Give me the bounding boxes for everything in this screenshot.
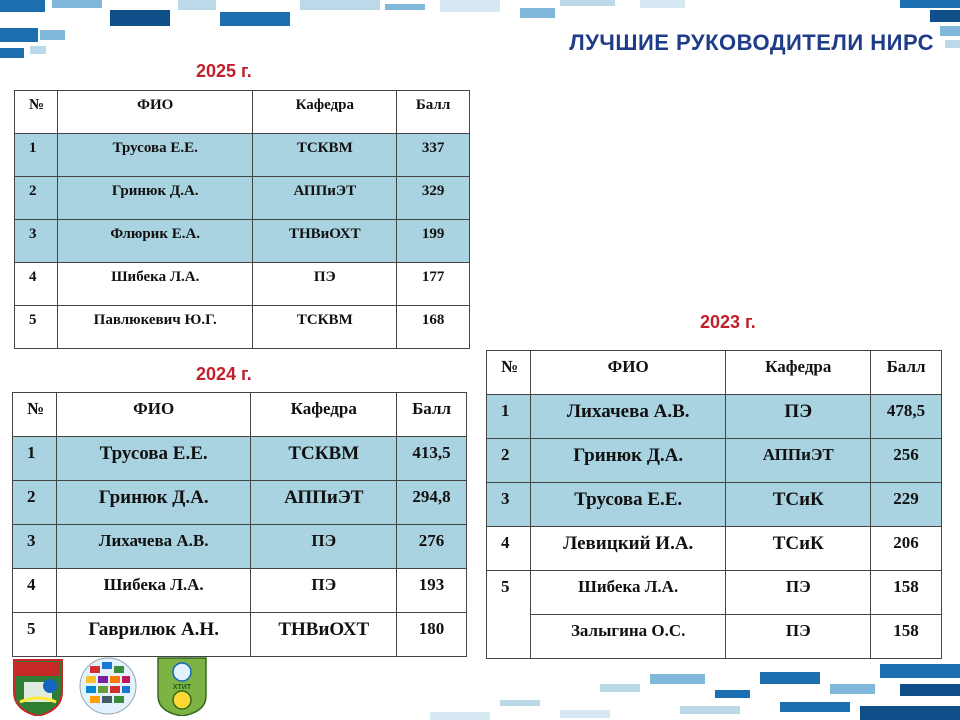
- row-name: Гринюк Д.А.: [57, 177, 253, 220]
- row-name: Залыгина О.С.: [530, 615, 725, 659]
- row-num: 5: [15, 306, 58, 349]
- row-score: 199: [397, 220, 470, 263]
- row-score: 478,5: [871, 395, 942, 439]
- row-name: Трусова Е.Е.: [56, 437, 250, 481]
- header-name: ФИО: [56, 393, 250, 437]
- row-dept: ТСКВМ: [253, 134, 397, 177]
- row-score: 168: [397, 306, 470, 349]
- header-name: ФИО: [530, 351, 725, 395]
- table-row: [487, 615, 942, 659]
- table-header-row: [487, 351, 942, 395]
- row-score: 413,5: [397, 437, 467, 481]
- row-score: 177: [397, 263, 470, 306]
- row-name: Шибека Л.А.: [530, 571, 725, 615]
- row-score: 329: [397, 177, 470, 220]
- row-name: Гринюк Д.А.: [56, 481, 250, 525]
- row-name: Лихачева А.В.: [530, 395, 725, 439]
- table-row: [15, 220, 470, 263]
- row-num: 2: [487, 439, 531, 483]
- row-dept: ПЭ: [251, 569, 397, 613]
- table-row: [15, 263, 470, 306]
- row-name: Трусова Е.Е.: [530, 483, 725, 527]
- header-score: Балл: [871, 351, 942, 395]
- row-score: 158: [871, 615, 942, 659]
- year-label-2023: 2023 г.: [700, 312, 756, 332]
- table-header-row: [15, 91, 470, 134]
- row-num: 5: [487, 571, 531, 659]
- row-score: 206: [871, 527, 942, 571]
- row-num: 1: [15, 134, 58, 177]
- row-score: 229: [871, 483, 942, 527]
- table-row: [487, 571, 942, 615]
- table-row: [487, 483, 942, 527]
- table-row: [487, 439, 942, 483]
- row-dept: ПЭ: [726, 615, 871, 659]
- bottom-decoration: [180, 654, 960, 720]
- table-row: [13, 437, 467, 481]
- row-num: 2: [13, 481, 57, 525]
- header-dept: Кафедра: [251, 393, 397, 437]
- globe-flags-logo: [78, 656, 138, 716]
- row-num: 4: [15, 263, 58, 306]
- row-dept: АППиЭТ: [726, 439, 871, 483]
- row-score: 337: [397, 134, 470, 177]
- table-2024: [12, 392, 467, 657]
- row-name: Павлюкевич Ю.Г.: [57, 306, 253, 349]
- row-score: 256: [871, 439, 942, 483]
- table-row: [15, 134, 470, 177]
- table-header-row: [13, 393, 467, 437]
- row-dept: ПЭ: [253, 263, 397, 306]
- slide-title: ЛУЧШИЕ РУКОВОДИТЕЛИ НИРС: [569, 30, 934, 55]
- header-num: №: [15, 91, 58, 134]
- row-name: Флюрик Е.А.: [57, 220, 253, 263]
- row-dept: ТНВиОХТ: [253, 220, 397, 263]
- header-dept: Кафедра: [726, 351, 871, 395]
- header-num: №: [487, 351, 531, 395]
- row-dept: ТСКВМ: [253, 306, 397, 349]
- table-row: [13, 569, 467, 613]
- table-row: [15, 306, 470, 349]
- table-row: [13, 481, 467, 525]
- row-dept: ТНВиОХТ: [251, 613, 397, 657]
- table-row: [13, 525, 467, 569]
- row-dept: ТСиК: [726, 483, 871, 527]
- row-num: 5: [13, 613, 57, 657]
- table-row: [13, 613, 467, 657]
- row-score: 193: [397, 569, 467, 613]
- table-2025: [14, 90, 470, 349]
- row-score: 294,8: [397, 481, 467, 525]
- university-crest-logo: [10, 656, 66, 716]
- row-dept: ТСКВМ: [251, 437, 397, 481]
- year-label-2024: 2024 г.: [196, 364, 252, 384]
- year-label-2025: 2025 г.: [196, 61, 252, 81]
- row-name: Лихачева А.В.: [56, 525, 250, 569]
- row-dept: ПЭ: [726, 571, 871, 615]
- table-2023: [486, 350, 942, 659]
- row-num: 4: [13, 569, 57, 613]
- row-name: Шибека Л.А.: [57, 263, 253, 306]
- row-name: Шибека Л.А.: [56, 569, 250, 613]
- row-num: 1: [13, 437, 57, 481]
- header-score: Балл: [397, 91, 470, 134]
- row-score: 276: [397, 525, 467, 569]
- row-score: 180: [397, 613, 467, 657]
- header-score: Балл: [397, 393, 467, 437]
- row-name: Трусова Е.Е.: [57, 134, 253, 177]
- row-num: 3: [13, 525, 57, 569]
- header-name: ФИО: [57, 91, 253, 134]
- row-name: Гаврилюк А.Н.: [56, 613, 250, 657]
- header-num: №: [13, 393, 57, 437]
- row-dept: АППиЭТ: [253, 177, 397, 220]
- table-row: [487, 527, 942, 571]
- row-name: Гринюк Д.А.: [530, 439, 725, 483]
- row-num: 1: [487, 395, 531, 439]
- row-num: 3: [15, 220, 58, 263]
- row-num: 2: [15, 177, 58, 220]
- table-row: [15, 177, 470, 220]
- row-name: Левицкий И.А.: [530, 527, 725, 571]
- row-score: 158: [871, 571, 942, 615]
- header-dept: Кафедра: [253, 91, 397, 134]
- row-num: 3: [487, 483, 531, 527]
- row-num: 4: [487, 527, 531, 571]
- htit-logo-text: ХТИТ: [172, 684, 192, 691]
- row-dept: АППиЭТ: [251, 481, 397, 525]
- row-dept: ПЭ: [251, 525, 397, 569]
- row-dept: ПЭ: [726, 395, 871, 439]
- table-row: [487, 395, 942, 439]
- row-dept: ТСиК: [726, 527, 871, 571]
